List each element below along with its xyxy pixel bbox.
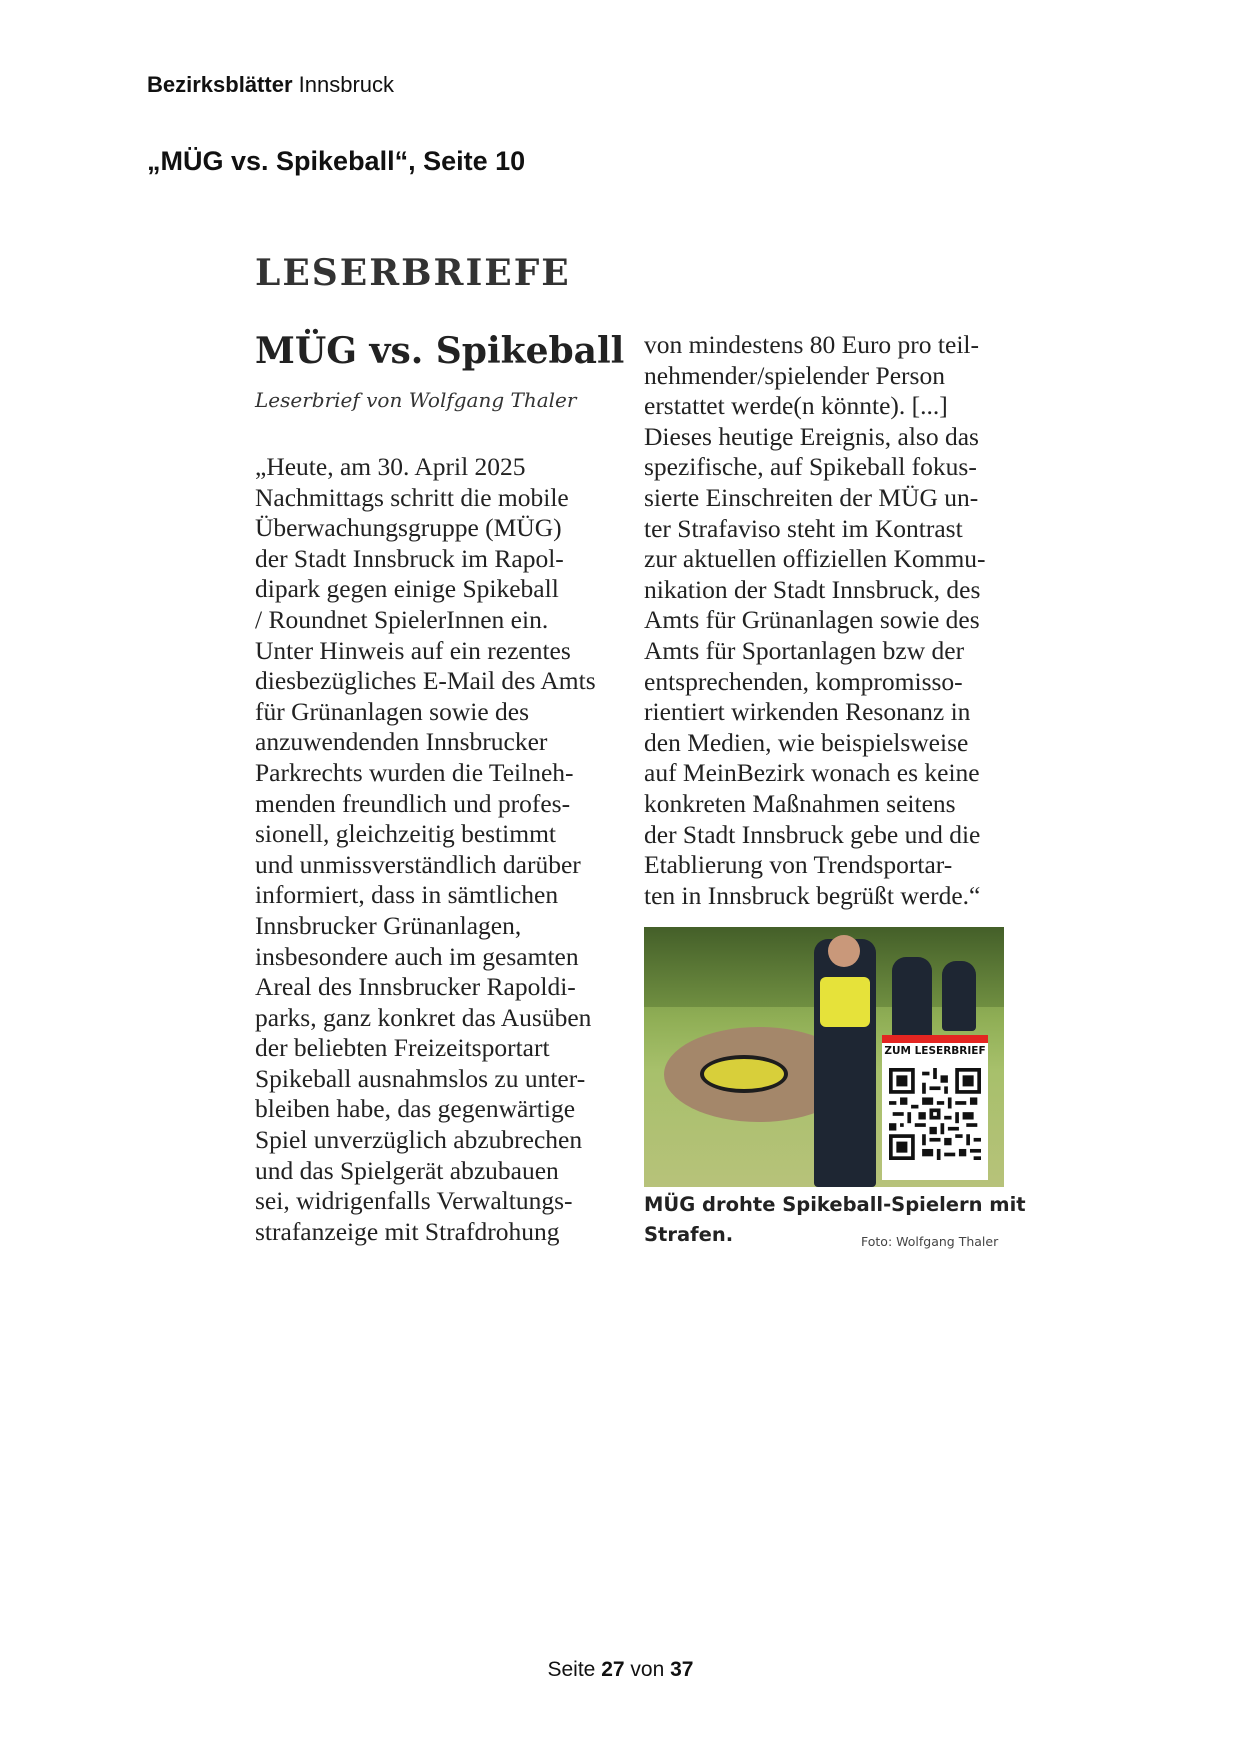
photo-officer xyxy=(942,961,976,1031)
text-line: strafanzeige mit Strafdrohung xyxy=(255,1216,560,1246)
photo-credit: Foto: Wolfgang Thaler xyxy=(861,1234,999,1249)
article-photo xyxy=(644,927,1004,1187)
footer-total-pages: 37 xyxy=(670,1658,694,1681)
text-line: Unter Hinweis auf ein rezentes xyxy=(255,635,571,665)
text-line: der beliebten Freizeitsportart xyxy=(255,1033,550,1063)
publication-header xyxy=(147,72,394,98)
text-line: nehmender/spielender Person xyxy=(644,360,945,390)
text-line: Etablierung von Trendsportar- xyxy=(644,850,953,880)
text-line: Überwachungsgruppe (MÜG) xyxy=(255,513,562,543)
text-line: Amts für Sportanlagen bzw der xyxy=(644,635,965,665)
text-line: von mindestens 80 Euro pro teil- xyxy=(644,330,979,359)
text-line: parks, ganz konkret das Ausüben xyxy=(255,1002,592,1032)
text-line: für Grünanlagen sowie des xyxy=(255,696,530,726)
article-column-left xyxy=(255,452,596,1247)
article-column-right xyxy=(644,330,986,911)
text-line: anzuwendenden Innsbrucker xyxy=(255,727,548,757)
qr-label: ZUM LESERBRIEF xyxy=(884,1045,986,1057)
text-line: erstattet werde(n könnte). [...] xyxy=(644,391,948,421)
text-line: „Heute, am 30. April 2025 xyxy=(255,452,526,481)
text-line: spezifische, auf Spikeball fokus- xyxy=(644,452,977,482)
footer-middle: von xyxy=(630,1658,665,1681)
text-line: menden freundlich und profes- xyxy=(255,788,571,818)
text-line: / Roundnet SpielerInnen ein. xyxy=(255,604,549,634)
article-byline: Leserbrief von Wolfgang Thaler xyxy=(255,388,577,412)
caption-line: MÜG drohte Spikeball-Spielern mit xyxy=(644,1193,1026,1216)
document-title: „MÜG vs. Spikeball“, Seite 10 xyxy=(147,146,526,176)
text-line: dipark gegen einige Spikeball xyxy=(255,574,559,604)
text-line: informiert, dass in sämtlichen xyxy=(255,880,559,910)
text-line: sionell, gleichzeitig bestimmt xyxy=(255,819,556,849)
text-line: Nachmittags schritt die mobile xyxy=(255,482,569,512)
text-line: der Stadt Innsbruck im Rapol- xyxy=(255,543,564,573)
qr-code-box[interactable] xyxy=(882,1035,988,1180)
text-line: Spikeball ausnahmslos zu unter- xyxy=(255,1063,586,1093)
header-brand-city: Innsbruck xyxy=(298,72,395,97)
header-brand-bold: Bezirksblätter xyxy=(147,72,293,97)
text-line: diesbezügliches E-Mail des Amts xyxy=(255,666,596,696)
text-line: entsprechenden, kompromisso- xyxy=(644,666,963,696)
page-footer xyxy=(0,1658,1241,1682)
caption-line: Strafen. xyxy=(644,1223,734,1246)
text-line: den Medien, wie beispielsweise xyxy=(644,727,969,757)
text-line: ter Strafaviso steht im Kontrast xyxy=(644,513,963,543)
photo-officer xyxy=(814,939,876,1187)
qr-red-bar xyxy=(882,1035,988,1043)
footer-page-number: 27 xyxy=(601,1658,625,1681)
spikeball-net xyxy=(700,1055,788,1093)
text-line: konkreten Maßnahmen seitens xyxy=(644,788,956,818)
text-line: Parkrechts wurden die Teilneh- xyxy=(255,757,574,787)
section-heading: LESERBRIEFE xyxy=(255,252,571,294)
text-line: ten in Innsbruck begrüßt werde.“ xyxy=(644,880,981,910)
text-line: Innsbrucker Grünanlagen, xyxy=(255,910,522,940)
text-line: Amts für Grünanlagen sowie des xyxy=(644,605,980,635)
text-line: sei, widrigenfalls Verwaltungs- xyxy=(255,1186,573,1216)
article-headline: MÜG vs. Spikeball xyxy=(255,330,625,372)
text-line: Areal des Innsbrucker Rapoldi- xyxy=(255,972,576,1002)
text-line: sierte Einschreiten der MÜG un- xyxy=(644,482,979,512)
text-line: Spiel unverzüglich abzubrechen xyxy=(255,1125,583,1155)
text-line: auf MeinBezirk wonach es keine xyxy=(644,758,980,788)
text-line: Dieses heutige Ereignis, also das xyxy=(644,421,979,451)
text-line: bleiben habe, das gegenwärtige xyxy=(255,1094,576,1124)
text-line: insbesondere auch im gesamten xyxy=(255,941,579,971)
text-line: und unmissverständlich darüber xyxy=(255,849,581,879)
qr-code-icon xyxy=(889,1068,981,1160)
footer-prefix: Seite xyxy=(547,1658,596,1681)
text-line: und das Spielgerät abzubauen xyxy=(255,1155,559,1185)
text-line: zur aktuellen offiziellen Kommu- xyxy=(644,544,986,574)
text-line: der Stadt Innsbruck gebe und die xyxy=(644,819,981,849)
text-line: rientiert wirkenden Resonanz in xyxy=(644,697,971,727)
text-line: nikation der Stadt Innsbruck, des xyxy=(644,574,981,604)
